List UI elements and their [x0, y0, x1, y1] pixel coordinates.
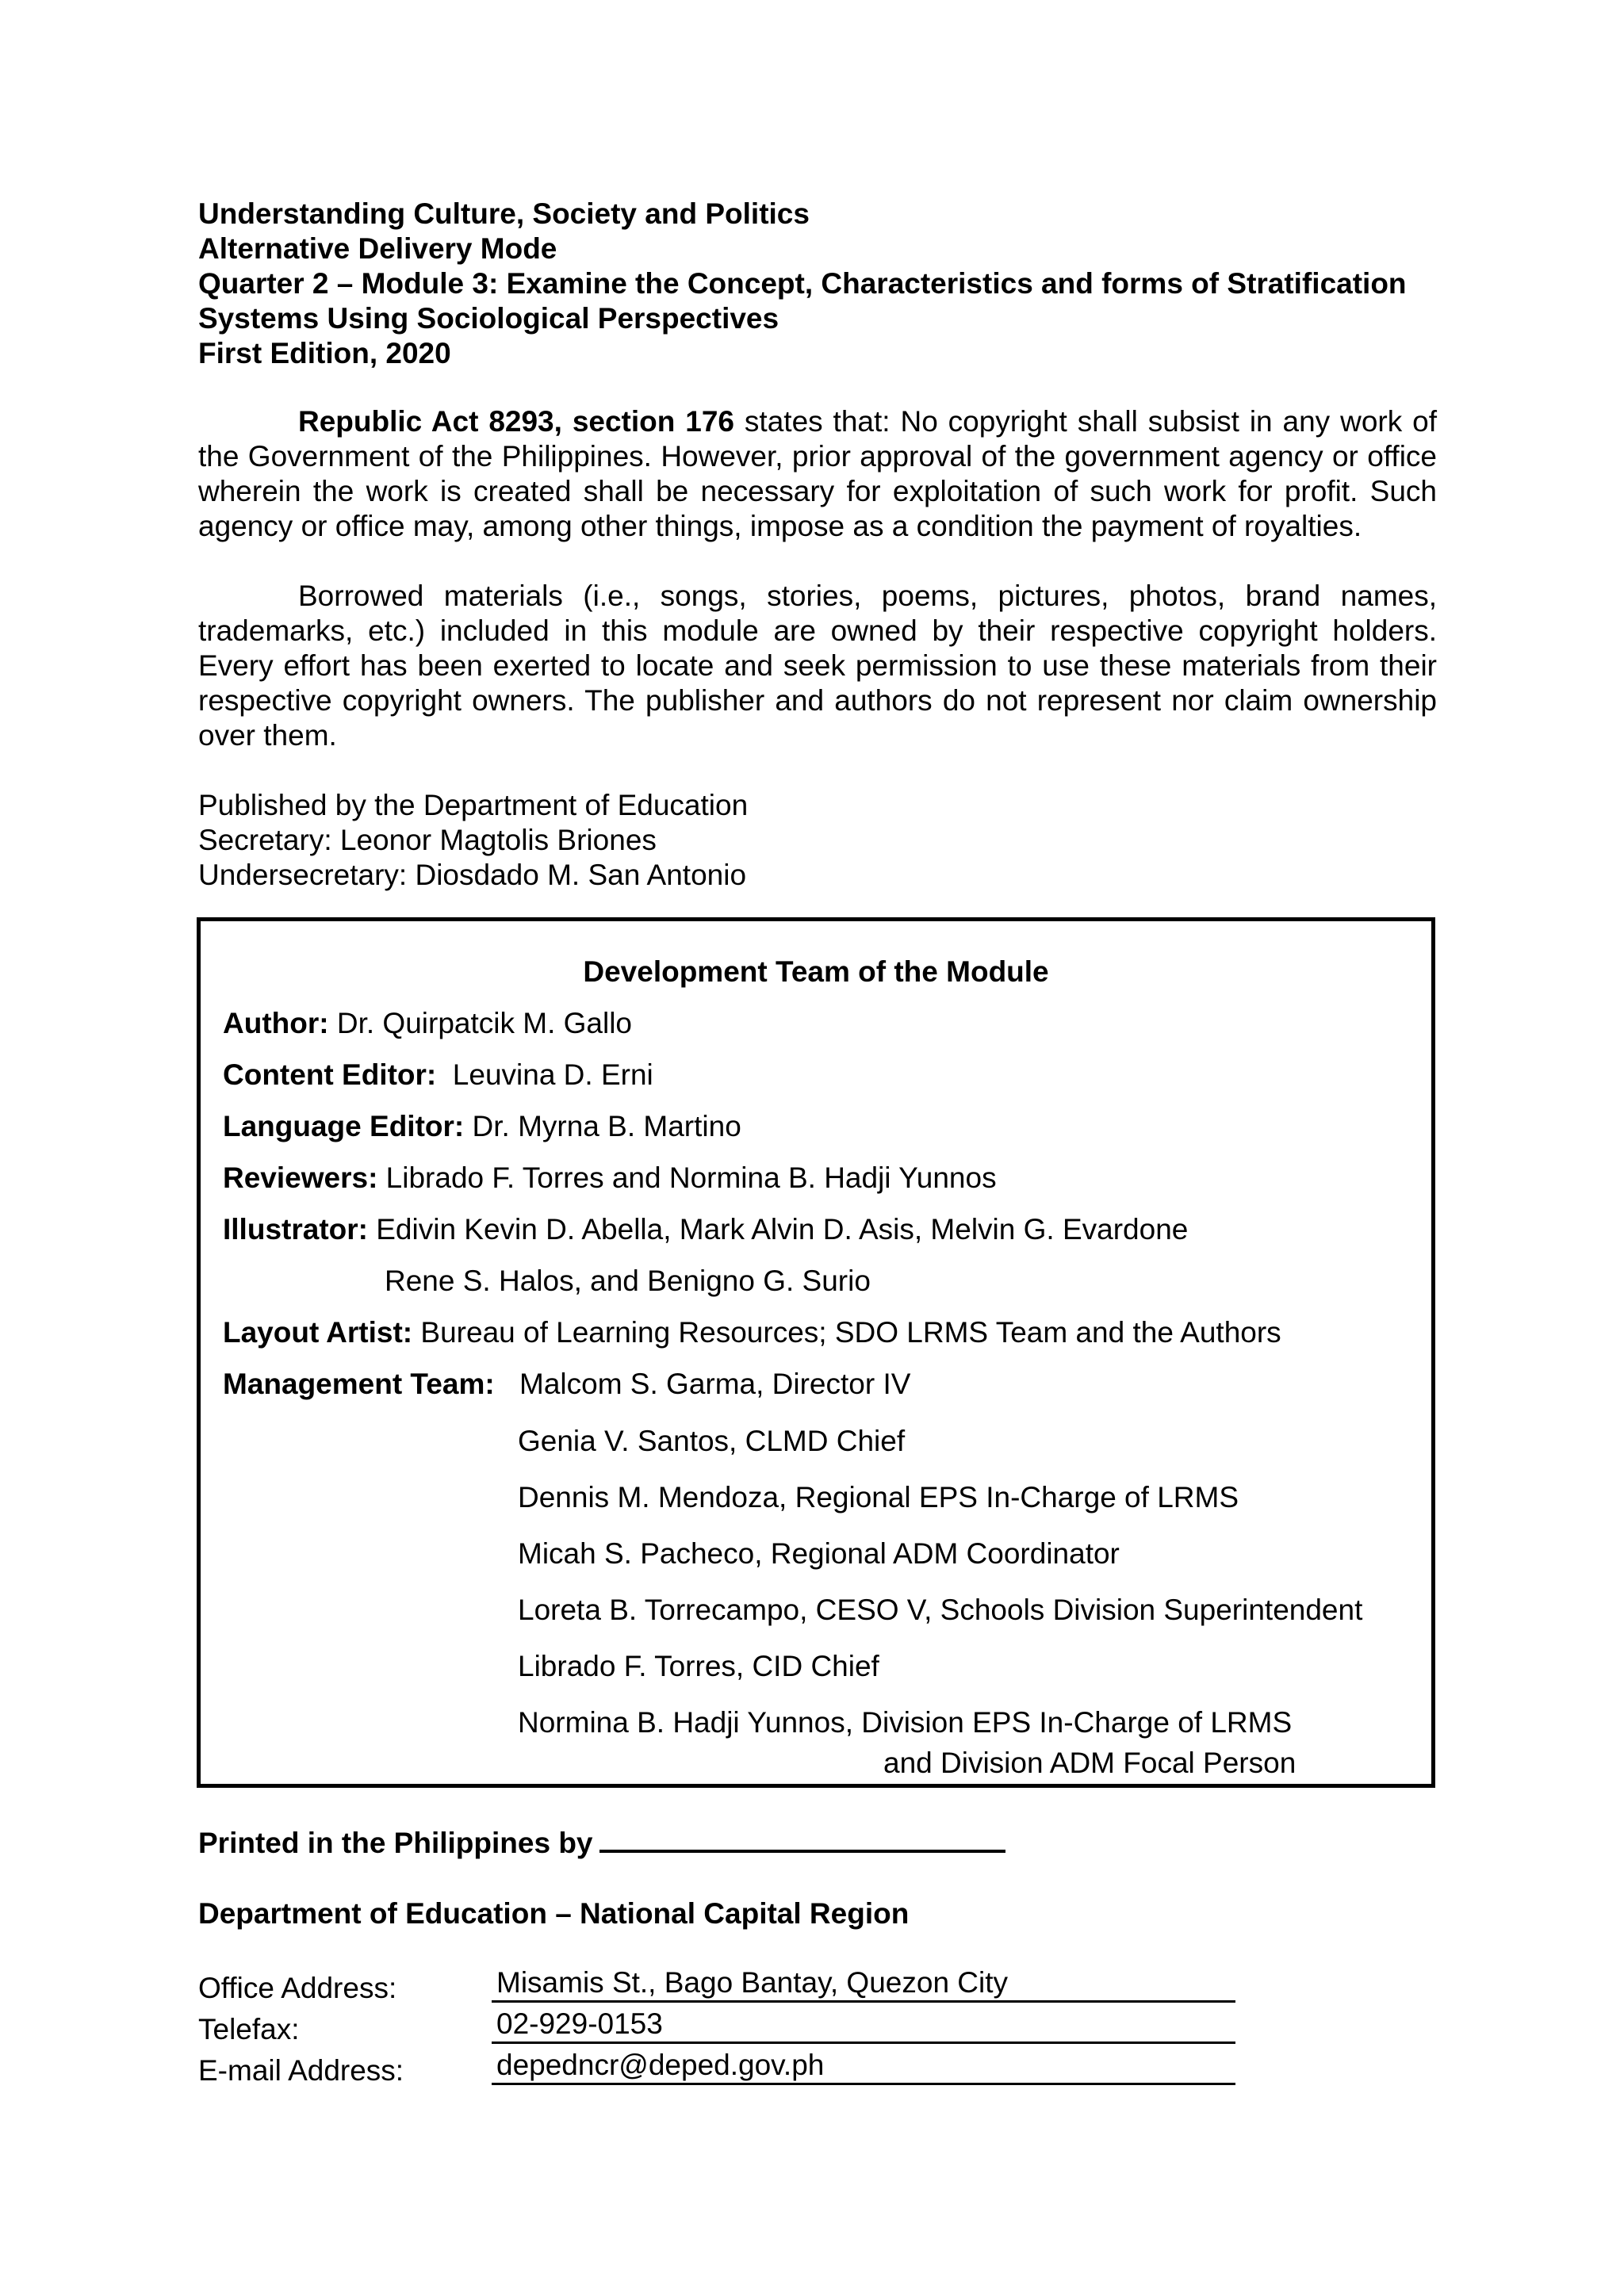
publisher: Published by the Department of Education [198, 789, 749, 821]
illustrator-label: Illustrator: [223, 1213, 368, 1246]
layout-artist-value: Bureau of Learning Resources; SDO LRMS Team and the Authors [420, 1316, 1281, 1349]
layout-artist-row [223, 1315, 1281, 1350]
team-heading: Development Team of the Module [583, 955, 1049, 988]
edition: First Edition, 2020 [198, 337, 451, 369]
office-address-value: Misamis St., Bago Bantay, Quezon City [492, 1965, 1235, 2003]
law-reference: Republic Act 8293, section 176 [298, 405, 735, 438]
management-member: Micah S. Pacheco, Regional ADM Coordinator [518, 1537, 1120, 1570]
management-team-label: Management Team: [223, 1368, 495, 1400]
management-member: Normina B. Hadji Yunnos, Division EPS In-Charge of LRMS [518, 1706, 1293, 1739]
telefax-row [198, 2007, 1237, 2047]
office-address-label: Office Address: [198, 1972, 397, 2004]
publication-info [198, 788, 748, 893]
management-member: Malcom S. Garma, Director IV [519, 1368, 911, 1400]
content-editor-row [223, 1058, 653, 1093]
author-value: Dr. Quirpatcik M. Gallo [336, 1007, 633, 1039]
management-member-continued: and Division ADM Focal Person [883, 1747, 1297, 1779]
management-member: Dennis M. Mendoza, Regional EPS In-Charge of LRMS [518, 1481, 1239, 1513]
email-row [198, 2049, 1237, 2088]
reviewers-value: Librado F. Torres and Normina B. Hadji Yunnos [385, 1161, 997, 1194]
office-address-row [198, 1966, 1237, 2006]
language-editor-value: Dr. Myrna B. Martino [472, 1110, 741, 1142]
printed-by [198, 1826, 1005, 1861]
region-name: Department of Education – National Capital Region [198, 1897, 910, 1930]
layout-artist-label: Layout Artist: [223, 1316, 413, 1349]
telefax-value: 02-929-0153 [492, 2007, 1235, 2044]
borrowed-materials-paragraph: Borrowed materials (i.e., songs, stories, poems, pictures, photos, brand names, trademarks, etc.) included in this module are owned by their respective copyright holders. Every effort has been exerted to locate and seek permission to use these materials from their respective copyright owners. The publisher and authors do not represent nor claim ownership over them. [198, 580, 1437, 752]
title-block [198, 197, 1435, 371]
delivery-mode: Alternative Delivery Mode [198, 232, 557, 265]
email-label: E-mail Address: [198, 2054, 404, 2087]
illustrator-value: Edivin Kevin D. Abella, Mark Alvin D. Asis, Melvin G. Evardone [376, 1213, 1189, 1246]
illustrator-row [223, 1212, 1188, 1247]
language-editor-row [223, 1109, 741, 1144]
secretary: Secretary: Leonor Magtolis Briones [198, 824, 657, 856]
language-editor-label: Language Editor: [223, 1110, 465, 1142]
management-member: Genia V. Santos, CLMD Chief [518, 1425, 906, 1457]
author-row [223, 1006, 632, 1041]
management-member: Loreta B. Torrecampo, CESO V, Schools Division Superintendent [518, 1594, 1363, 1626]
copyright-paragraph [198, 404, 1437, 544]
printed-by-blank [599, 1826, 1005, 1853]
module-title-line1: Quarter 2 – Module 3: Examine the Concept, Characteristics and forms of Stratification [198, 267, 1407, 300]
management-member: Librado F. Torres, CID Chief [518, 1650, 879, 1682]
module-title-line2: Systems Using Sociological Perspectives [198, 302, 779, 335]
telefax-label: Telefax: [198, 2013, 300, 2045]
email-value: depedncr@deped.gov.ph [492, 2048, 1235, 2085]
development-team-box [197, 917, 1435, 1788]
content-editor-label: Content Editor: [223, 1058, 437, 1091]
content-editor-value: Leuvina D. Erni [452, 1058, 653, 1091]
reviewers-row [223, 1161, 997, 1196]
law-text: states that: No copyright shall subsist in any work of the Government of the Philippines. However, prior approval of the government agency or office wherein the work is created shall be necessary for exploitation of such work for profit. Such agency or office may, among other things, impose as a condition the payment of royalties. [198, 405, 1437, 542]
reviewers-label: Reviewers: [223, 1161, 378, 1194]
subject-title: Understanding Culture, Society and Politics [198, 197, 810, 230]
printed-by-label: Printed in the Philippines by [198, 1827, 593, 1859]
undersecretary: Undersecretary: Diosdado M. San Antonio [198, 859, 747, 891]
illustrator-row-continued: Rene S. Halos, and Benigno G. Surio [385, 1265, 871, 1297]
author-label: Author: [223, 1007, 329, 1039]
